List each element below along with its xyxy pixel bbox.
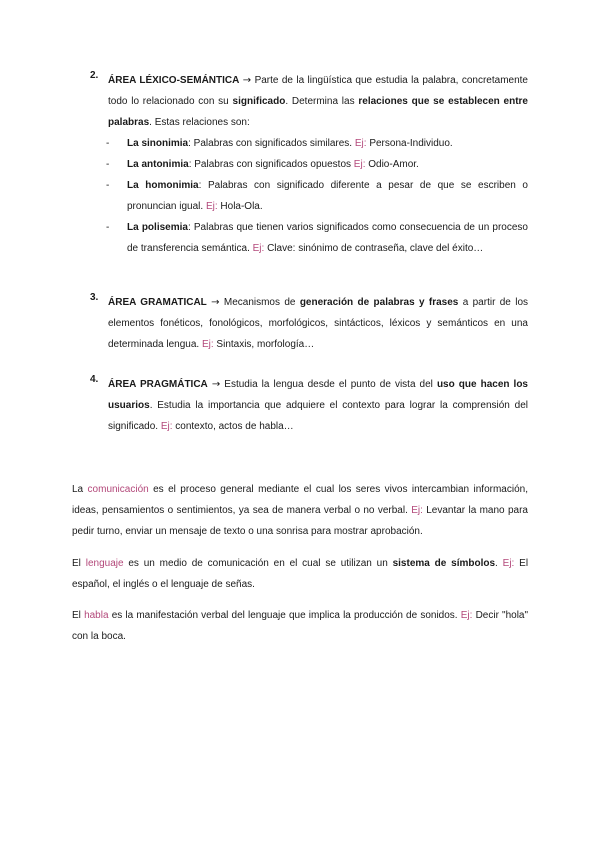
para-text: El xyxy=(72,610,81,621)
sub-term: La polisemia xyxy=(127,222,188,233)
item-text: . Estudia la importancia que adquiere el contexto para lograr la comprensión del significado. xyxy=(108,400,528,432)
para-text: . xyxy=(495,558,498,569)
item-body xyxy=(108,70,528,133)
term-highlight: habla xyxy=(84,610,109,621)
para-text: es la manifestación verbal del lenguaje que implica la producción de sonidos. xyxy=(111,610,458,621)
sub-example: Clave: sinónimo de contraseña, clave del éxito… xyxy=(267,243,484,254)
arrow-icon: → xyxy=(211,297,220,308)
item-number: 4. xyxy=(90,374,99,385)
item-example: Sintaxis, morfología… xyxy=(216,339,315,350)
para-example: Decir "hola" con la boca. xyxy=(72,610,529,642)
item-body xyxy=(108,374,528,437)
sub-example: Persona-Individuo. xyxy=(369,138,453,149)
para-text: La xyxy=(72,484,84,495)
ej-label: Ej: xyxy=(354,138,367,149)
item-text: a partir de los elementos fonéticos, fonológicos, morfológicos, sintácticos, léxicos y semánticos en una determinada lengua. xyxy=(108,297,528,350)
item-bold: generación de palabras y frases xyxy=(299,297,459,308)
dash-bullet: - xyxy=(106,222,110,233)
para-example: El español, el inglés o el lenguaje de señas. xyxy=(72,558,529,590)
term-highlight: comunicación xyxy=(87,484,149,495)
section-pragmatica xyxy=(90,374,528,437)
dash-bullet: - xyxy=(106,159,110,170)
item-bold: relaciones que se establecen entre palabras xyxy=(108,96,528,128)
ej-label: Ej: xyxy=(411,505,423,516)
item-body xyxy=(108,292,528,355)
ej-label: Ej: xyxy=(502,558,515,569)
sub-term: La sinonimia xyxy=(127,138,189,149)
item-number: 2. xyxy=(90,70,99,81)
item-text: Parte de la lingüística que estudia la palabra, concretamente todo lo relacionado con su xyxy=(108,75,528,107)
para-example: Levantar la mano para pedir turno, enviar un mensaje de texto o una sonrisa para mostrar aprobación. xyxy=(72,505,528,537)
arrow-icon: → xyxy=(211,379,221,390)
arrow-icon: → xyxy=(242,75,252,86)
item-number: 3. xyxy=(90,292,99,303)
sub-example: Hola-Ola. xyxy=(220,201,263,212)
sub-term: La antonimia xyxy=(127,159,189,170)
para-bold: sistema de símbolos xyxy=(392,558,496,569)
list-item xyxy=(90,154,528,175)
item-text: Mecanismos de xyxy=(223,297,296,308)
list-item xyxy=(90,175,528,217)
term-highlight: lenguaje xyxy=(85,558,124,569)
item-bold: significado xyxy=(232,96,286,107)
ej-label: Ej: xyxy=(205,201,218,212)
section-gramatical xyxy=(90,292,528,355)
item-title: ÁREA PRAGMÁTICA xyxy=(108,379,208,390)
list-item xyxy=(90,217,528,259)
sub-text: : Palabras con significados similares. xyxy=(188,138,353,149)
item-text: Estudia la lengua desde el punto de vista del xyxy=(224,379,433,390)
sub-example: Odio-Amor. xyxy=(368,159,419,170)
sub-text: : Palabras con significado diferente a pesar de que se escriben o pronuncian igual. xyxy=(127,180,528,212)
ej-label: Ej: xyxy=(353,159,366,170)
dash-bullet: - xyxy=(106,180,110,191)
ej-label: Ej: xyxy=(201,339,214,350)
section-lexico-semantica xyxy=(90,70,528,259)
item-example: contexto, actos de habla… xyxy=(175,421,294,432)
paragraph-comunicacion xyxy=(72,479,528,542)
paragraph-habla xyxy=(72,605,528,647)
sub-term: La homonimia xyxy=(127,180,199,191)
item-text: . Determina las xyxy=(285,96,355,107)
list-item xyxy=(90,133,528,154)
para-text: es el proceso general mediante el cual los seres vivos intercambian información, ideas, pensamientos o sentimientos, ya sea de manera verbal o no verbal. xyxy=(72,484,528,516)
ej-label: Ej: xyxy=(252,243,265,254)
paragraph-lenguaje xyxy=(72,553,528,595)
relations-list xyxy=(90,133,528,259)
ej-label: Ej: xyxy=(160,421,173,432)
ej-label: Ej: xyxy=(460,610,473,621)
sub-text: : Palabras que tienen varios significados como consecuencia de un proceso de transferencia semántica. xyxy=(127,222,528,254)
para-text: es un medio de comunicación en el cual se utilizan un xyxy=(128,558,388,569)
item-bold: uso que hacen los usuarios xyxy=(108,379,528,411)
para-text: El xyxy=(72,558,81,569)
item-text: . Estas relaciones son: xyxy=(149,117,250,128)
item-title: ÁREA LÉXICO-SEMÁNTICA xyxy=(108,75,240,86)
sub-text: : Palabras con significados opuestos xyxy=(188,159,352,170)
dash-bullet: - xyxy=(106,138,110,149)
item-title: ÁREA GRAMATICAL xyxy=(108,297,207,308)
